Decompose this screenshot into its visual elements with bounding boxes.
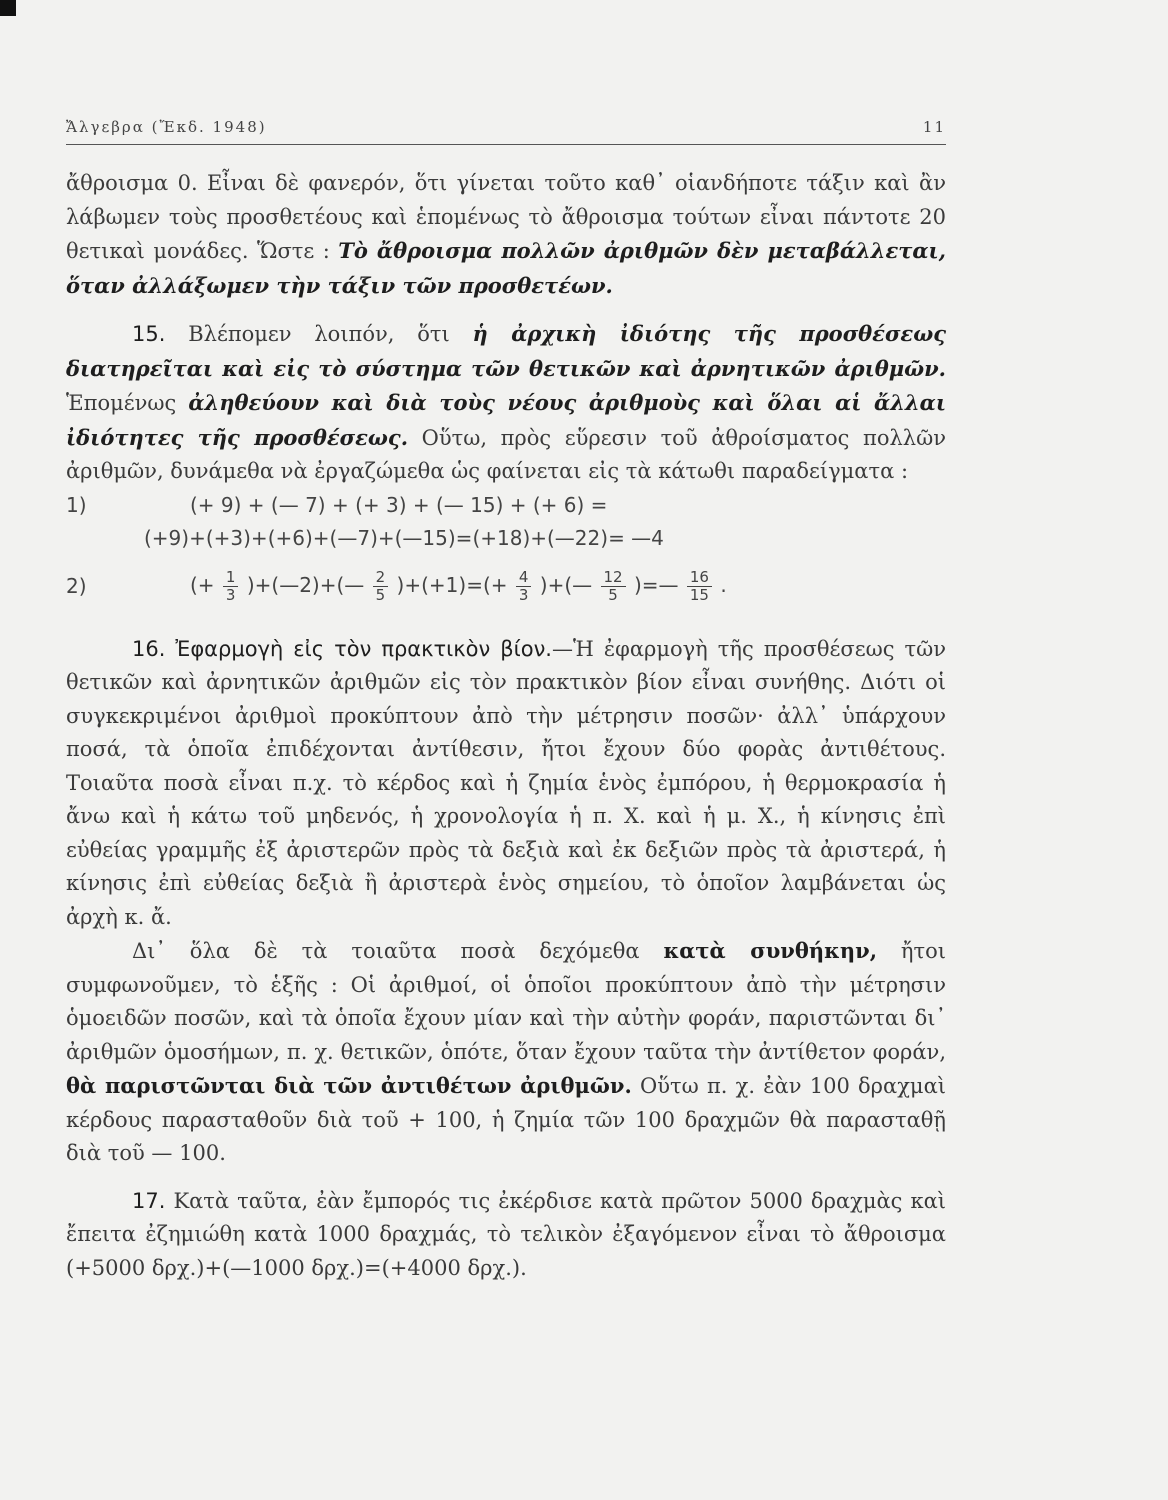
text-run: ἤτοι συμφωνοῦμεν, τὸ ἑξῆς : Οἱ ἀριθμοί, οἱ ὁποῖοι προκύπτουν ἀπὸ τὴν μέτρησιν ὁμοειδῶν ποσῶν, καὶ τὰ ὁποῖα ἔχουν μίαν καὶ τὴν αὐτὴν φοράν, παριστῶνται δι᾽ ἀριθμῶν ὁμοσήμων, π. χ. θετικῶν, ὁπότε, ὅταν ἔχουν ταῦτα τὴν ἀντίθετον φοράν, [66,939,946,1064]
paragraph-continuation [66,167,946,303]
math-run: )+(—2)+(— [246,573,365,597]
math-expression [190,569,727,604]
math-run: . [720,573,727,597]
example-1-line-2 [66,522,946,555]
fraction [601,569,626,604]
running-title: Ἄλγεβρα (Ἔκδ. 1948) [66,118,267,136]
math-expression: (+ 9) + (— 7) + (+ 3) + (— 15) + (+ 6) = [190,492,608,517]
section-17 [66,1185,946,1286]
text-run: Κατὰ ταῦτα, ἐὰν ἔμπορός τις ἐκέρδισε κατὰ πρῶτον 5000 δραχμὰς καὶ ἔπειτα ἐζημιώθη κατὰ 1000 δραχμάς, τὸ τελικὸν ἐξαγόμενον εἶναι τὸ ἄθροισμα (+5000 δρχ.)+(—1000 δρχ.)=(+4000 δρχ.). [66,1188,946,1280]
section-number: 15. [132,322,166,346]
example-number: 1) [66,492,87,517]
section-heading: 16. Ἐφαρμογὴ εἰς τὸν πρακτικὸν βίον. [132,636,552,661]
example-number: 2) [66,573,87,598]
math-expression: (+9)+(+3)+(+6)+(—7)+(—15)=(+18)+(—22)= —4 [144,525,664,550]
page-number: 11 [922,118,946,136]
page-body [66,167,946,1285]
emphasized-rule: ἡ ἀρχικὴ ἰδιότης τῆς προσθέσεως διατηρεῖται καὶ εἰς τὸ σύστημα τῶν θετικῶν καὶ ἀρνητικῶν ἀριθμῶν. [66,321,946,381]
scan-corner-mark [0,0,16,16]
book-page [66,118,946,1285]
fraction [687,569,712,604]
text-run: —Ἡ ἐφαρμογὴ τῆς προσθέσεως τῶν θετικῶν καὶ ἀρνητικῶν ἀριθμῶν εἰς τὸν πρακτικὸν βίον εἶναι συνήθης. Διότι οἱ συγκεκριμένοι ἀριθμοὶ προκύπτουν ἀπὸ τὴν μέτρησιν ποσῶν· ἀλλ᾽ ὑπάρχουν ποσά, τὰ ὁποῖα ἐπιδέχονται ἀντίθεσιν, ἤτοι ἔχουν δύο φορὰς ἀντιθέτους. Τοιαῦτα ποσὰ εἶναι π.χ. τὸ κέρδος καὶ ἡ ζημία ἑνὸς ἐμπόρου, ἡ θερμοκρασία ἡ ἄνω καὶ ἡ κάτω τοῦ μηδενός, ἡ χρονολογία ἡ π. Χ. καὶ ἡ μ. Χ., ἡ κίνησις ἐπὶ εὐθείας γραμμῆς ἐξ ἀριστερῶν πρὸς τὰ δεξιὰ καὶ ἐκ δεξιῶν πρὸς τὰ ἀριστερά, ἡ κίνησις ἐπὶ εὐθείας δεξιὰ ἢ ἀριστερὰ ἑνὸς σημείου, τὸ ὁποῖον λαμβάνεται ὡς ἀρχὴ κ. ἄ. [66,636,946,929]
text-run: ἄθροισμα 0. Εἶναι δὲ φανερόν, ὅτι γίνεται τοῦτο καθ᾽ οἱανδήποτε τάξιν καὶ ἂν λάβωμεν τοὺς προσθετέους καὶ ἑπομένως τὸ ἄθροισμα τούτων εἶναι πάντοτε 20 θετικαὶ μονάδες. Ὥστε : [66,171,946,263]
denominator: 5 [375,586,386,604]
fraction [223,569,239,604]
numerator: 16 [687,569,712,587]
fraction [373,569,389,604]
text-run: Ἑπομένως [66,391,189,415]
numerator: 2 [373,569,389,587]
denominator: 3 [225,586,236,604]
running-header [66,118,946,145]
bold-phrase: κατὰ συνθήκην, [663,938,877,963]
numerator: 1 [223,569,239,587]
emphasized-rule: Τὸ ἄθροισμα πολλῶν ἀριθμῶν δὲν μεταβάλλεται, ὅταν ἀλλάξωμεν τὴν τάξιν τῶν προσθετέων. [66,238,946,298]
math-run: )+(+1)=(+ [396,573,508,597]
fraction [516,569,532,604]
section-16 [66,633,946,935]
math-run: )+(— [539,573,593,597]
section-15 [66,317,946,489]
text-run: Βλέπομεν λοιπόν, ὅτι [165,322,473,346]
text-run: Οὕτω π. χ. ἐὰν 100 δραχμαὶ κέρδους παρασταθοῦν διὰ τοῦ + 100, ἡ ζημία τῶν 100 δραχμῶν θὰ παρασταθῇ διὰ τοῦ — 100. [66,1074,946,1165]
denominator: 15 [689,586,709,604]
section-16-paragraph-2 [66,934,946,1171]
denominator: 3 [518,586,529,604]
math-run: (+ [190,573,215,597]
numerator: 4 [516,569,532,587]
example-2 [66,555,946,619]
numerator: 12 [601,569,626,587]
bold-phrase: θὰ παριστῶνται διὰ τῶν ἀντιθέτων ἀριθμῶν. [66,1073,632,1098]
denominator: 5 [608,586,618,604]
math-run: )=— [633,573,679,597]
text-run: Δι᾽ ὅλα δὲ τὰ τοιαῦτα ποσὰ δεχόμεθα [132,939,664,963]
example-1-line-1 [66,489,946,522]
text-run: Οὕτω, πρὸς εὕρεσιν τοῦ ἀθροίσματος πολλῶν ἀριθμῶν, δυνάμεθα νὰ ἐργαζώμεθα ὡς φαίνεται εἰς τὰ κάτωθι παραδείγματα : [66,425,946,483]
emphasized-rule: ἀληθεύουν καὶ διὰ τοὺς νέους ἀριθμοὺς καὶ ὅλαι αἱ ἄλλαι ἰδιότητες τῆς προσθέσεως. [66,390,946,450]
section-number: 17. [132,1188,166,1213]
